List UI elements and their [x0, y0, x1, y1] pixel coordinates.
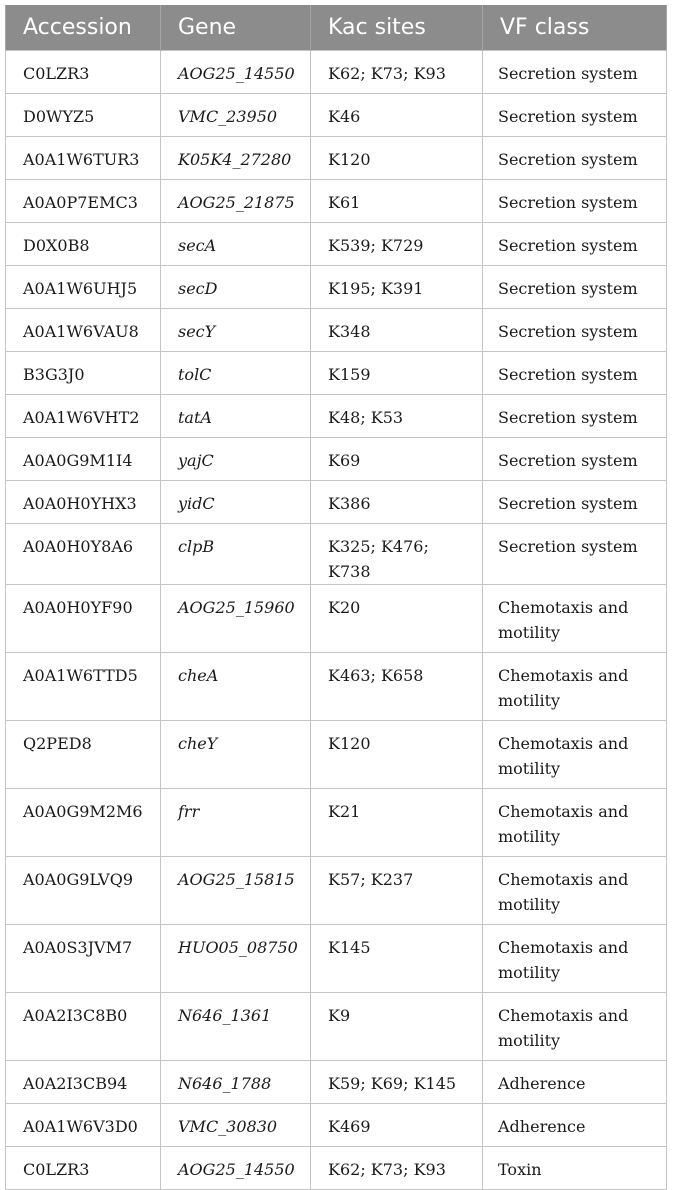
gene-cell: cheA [161, 653, 311, 721]
kac-sites-cell: K325; K476; K738 [311, 524, 483, 585]
gene-cell: frr [161, 789, 311, 857]
kac-sites-cell: K469 [311, 1104, 483, 1147]
table-row [6, 137, 667, 180]
table-row [6, 438, 667, 481]
vf-class-cell: Secretion system [483, 137, 667, 180]
accession-cell: D0WYZ5 [6, 94, 161, 137]
accession-cell: A0A2I3CB94 [6, 1061, 161, 1104]
vf-class-cell: Adherence [483, 1104, 667, 1147]
accession-cell: A0A0G9LVQ9 [6, 857, 161, 925]
table-row [6, 481, 667, 524]
gene-cell: VMC_23950 [161, 94, 311, 137]
table-body [6, 51, 667, 1190]
vf-class-cell: Chemotaxis and motility [483, 721, 667, 789]
table-row [6, 94, 667, 137]
kac-sites-cell: K69 [311, 438, 483, 481]
table-header [6, 5, 667, 51]
gene-cell: cheY [161, 721, 311, 789]
kac-sites-cell: K59; K69; K145 [311, 1061, 483, 1104]
column-header-gene: Gene [161, 5, 311, 51]
accession-cell: A0A1W6V3D0 [6, 1104, 161, 1147]
gene-cell: AOG25_21875 [161, 180, 311, 223]
accession-cell: C0LZR3 [6, 1147, 161, 1190]
kac-sites-cell: K145 [311, 925, 483, 993]
kac-sites-cell: K48; K53 [311, 395, 483, 438]
kac-sites-cell: K159 [311, 352, 483, 395]
vf-class-cell: Secretion system [483, 395, 667, 438]
vf-class-cell: Chemotaxis and motility [483, 993, 667, 1061]
gene-cell: clpB [161, 524, 311, 585]
table-row [6, 1147, 667, 1190]
vf-class-cell: Chemotaxis and motility [483, 585, 667, 653]
table-row [6, 352, 667, 395]
gene-cell: AOG25_15960 [161, 585, 311, 653]
vf-table-container [5, 5, 666, 1190]
kac-sites-cell: K62; K73; K93 [311, 51, 483, 94]
vf-class-cell: Chemotaxis and motility [483, 857, 667, 925]
gene-cell: N646_1361 [161, 993, 311, 1061]
accession-cell: A0A0G9M2M6 [6, 789, 161, 857]
kac-sites-cell: K20 [311, 585, 483, 653]
column-header-accession: Accession [6, 5, 161, 51]
gene-cell: HUO05_08750 [161, 925, 311, 993]
accession-cell: B3G3J0 [6, 352, 161, 395]
accession-cell: A0A0H0YF90 [6, 585, 161, 653]
gene-cell: tatA [161, 395, 311, 438]
column-header-vf-class: VF class [483, 5, 667, 51]
table-row [6, 266, 667, 309]
vf-class-cell: Secretion system [483, 524, 667, 585]
accession-cell: A0A1W6VAU8 [6, 309, 161, 352]
virulence-factor-table [5, 5, 667, 1190]
gene-cell: AOG25_15815 [161, 857, 311, 925]
vf-class-cell: Chemotaxis and motility [483, 925, 667, 993]
table-row [6, 1104, 667, 1147]
vf-class-cell: Secretion system [483, 352, 667, 395]
vf-class-cell: Adherence [483, 1061, 667, 1104]
gene-cell: N646_1788 [161, 1061, 311, 1104]
table-row [6, 721, 667, 789]
kac-sites-cell: K386 [311, 481, 483, 524]
table-row [6, 653, 667, 721]
kac-sites-cell: K46 [311, 94, 483, 137]
kac-sites-cell: K61 [311, 180, 483, 223]
table-row [6, 857, 667, 925]
vf-class-cell: Secretion system [483, 309, 667, 352]
kac-sites-cell: K348 [311, 309, 483, 352]
kac-sites-cell: K57; K237 [311, 857, 483, 925]
accession-cell: A0A1W6VHT2 [6, 395, 161, 438]
table-row [6, 585, 667, 653]
table-row [6, 223, 667, 266]
gene-cell: yidC [161, 481, 311, 524]
vf-class-cell: Secretion system [483, 223, 667, 266]
table-row [6, 309, 667, 352]
gene-cell: secD [161, 266, 311, 309]
kac-sites-cell: K195; K391 [311, 266, 483, 309]
kac-sites-cell: K120 [311, 721, 483, 789]
vf-class-cell: Secretion system [483, 180, 667, 223]
gene-cell: yajC [161, 438, 311, 481]
table-row [6, 993, 667, 1061]
vf-class-cell: Secretion system [483, 266, 667, 309]
accession-cell: Q2PED8 [6, 721, 161, 789]
gene-cell: VMC_30830 [161, 1104, 311, 1147]
header-row [6, 5, 667, 51]
vf-class-cell: Chemotaxis and motility [483, 653, 667, 721]
table-row [6, 789, 667, 857]
table-row [6, 1061, 667, 1104]
accession-cell: A0A1W6TUR3 [6, 137, 161, 180]
vf-class-cell: Secretion system [483, 481, 667, 524]
gene-cell: secA [161, 223, 311, 266]
table-row [6, 925, 667, 993]
gene-cell: AOG25_14550 [161, 51, 311, 94]
accession-cell: A0A0P7EMC3 [6, 180, 161, 223]
vf-class-cell: Secretion system [483, 51, 667, 94]
accession-cell: A0A0H0YHX3 [6, 481, 161, 524]
gene-cell: secY [161, 309, 311, 352]
table-row [6, 180, 667, 223]
kac-sites-cell: K463; K658 [311, 653, 483, 721]
accession-cell: A0A0G9M1I4 [6, 438, 161, 481]
kac-sites-cell: K9 [311, 993, 483, 1061]
vf-class-cell: Chemotaxis and motility [483, 789, 667, 857]
gene-cell: AOG25_14550 [161, 1147, 311, 1190]
gene-cell: K05K4_27280 [161, 137, 311, 180]
accession-cell: A0A2I3C8B0 [6, 993, 161, 1061]
accession-cell: A0A0H0Y8A6 [6, 524, 161, 585]
accession-cell: C0LZR3 [6, 51, 161, 94]
table-row [6, 524, 667, 585]
kac-sites-cell: K539; K729 [311, 223, 483, 266]
vf-class-cell: Secretion system [483, 438, 667, 481]
vf-class-cell: Toxin [483, 1147, 667, 1190]
kac-sites-cell: K21 [311, 789, 483, 857]
column-header-kac-sites: Kac sites [311, 5, 483, 51]
kac-sites-cell: K120 [311, 137, 483, 180]
accession-cell: A0A1W6TTD5 [6, 653, 161, 721]
kac-sites-cell: K62; K73; K93 [311, 1147, 483, 1190]
gene-cell: tolC [161, 352, 311, 395]
table-row [6, 51, 667, 94]
accession-cell: A0A1W6UHJ5 [6, 266, 161, 309]
accession-cell: D0X0B8 [6, 223, 161, 266]
table-row [6, 395, 667, 438]
accession-cell: A0A0S3JVM7 [6, 925, 161, 993]
vf-class-cell: Secretion system [483, 94, 667, 137]
